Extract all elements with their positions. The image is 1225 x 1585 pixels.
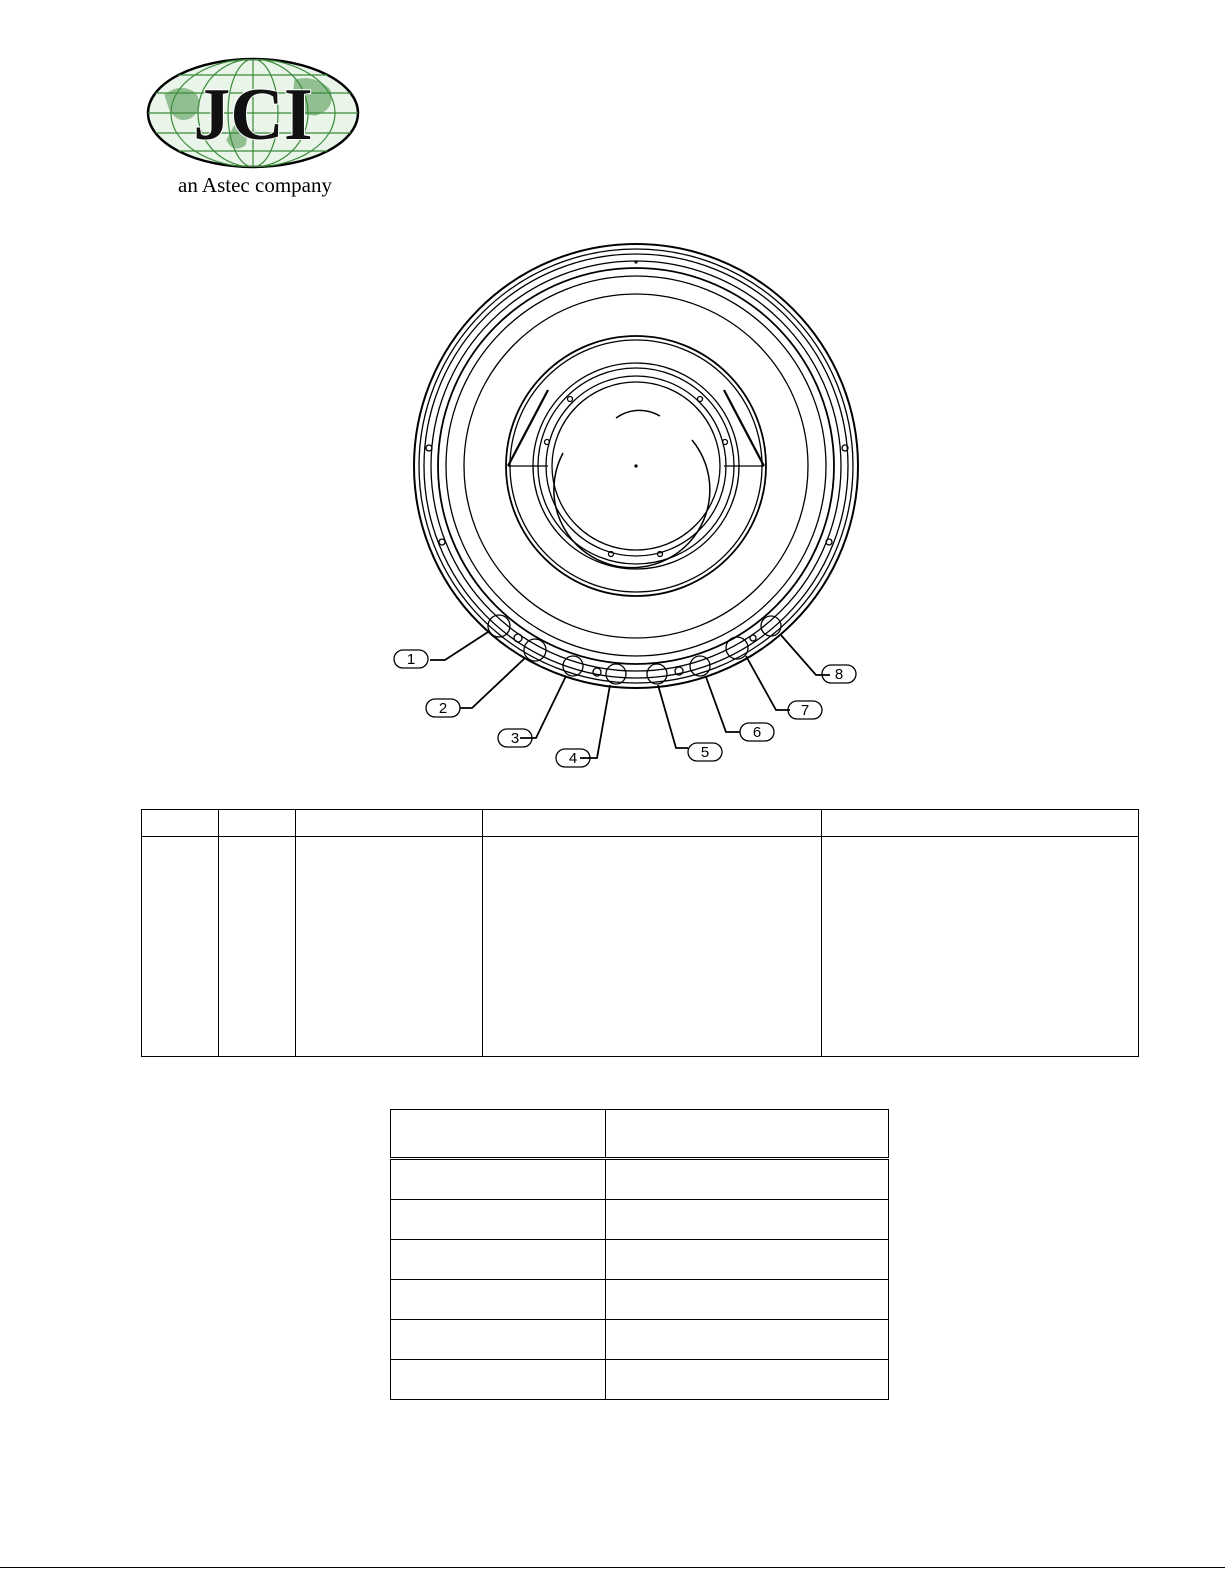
parts-table-header bbox=[142, 810, 1139, 837]
header-cell bbox=[296, 810, 483, 837]
table-cell bbox=[606, 1159, 889, 1200]
callout-7 bbox=[788, 701, 822, 719]
svg-text:8: 8 bbox=[834, 666, 844, 683]
table-cell bbox=[391, 1280, 606, 1320]
globe-icon bbox=[145, 55, 365, 170]
table-row bbox=[391, 1159, 889, 1200]
table-row bbox=[391, 1280, 889, 1320]
header-cell bbox=[219, 810, 296, 837]
svg-text:2: 2 bbox=[438, 700, 448, 717]
table-cell bbox=[606, 1320, 889, 1360]
table-cell bbox=[606, 1360, 889, 1400]
table-cell bbox=[142, 837, 219, 1057]
table-cell bbox=[391, 1320, 606, 1360]
table-cell bbox=[606, 1240, 889, 1280]
svg-text:6: 6 bbox=[752, 724, 762, 741]
table-row bbox=[142, 837, 1139, 1057]
technical-drawing bbox=[370, 240, 890, 780]
svg-text:7: 7 bbox=[800, 702, 810, 719]
svg-text:5: 5 bbox=[700, 744, 710, 761]
table-cell bbox=[606, 1200, 889, 1240]
jci-logo bbox=[145, 55, 365, 205]
header-cell bbox=[606, 1110, 889, 1159]
callout-2 bbox=[426, 699, 460, 717]
logo-brand: JCI bbox=[193, 74, 313, 156]
callout-5 bbox=[688, 743, 722, 761]
header-cell bbox=[822, 810, 1139, 837]
table-row bbox=[391, 1240, 889, 1280]
table-cell bbox=[391, 1159, 606, 1200]
reference-table-header bbox=[391, 1110, 889, 1159]
bolt-holes bbox=[426, 261, 848, 545]
table-row bbox=[391, 1320, 889, 1360]
table-row bbox=[391, 1360, 889, 1400]
table-cell bbox=[391, 1200, 606, 1240]
header-cell bbox=[142, 810, 219, 837]
svg-text:3: 3 bbox=[510, 730, 520, 747]
callout-1 bbox=[394, 650, 428, 668]
svg-text:1: 1 bbox=[406, 651, 416, 668]
callout-6 bbox=[740, 723, 774, 741]
table-cell bbox=[483, 837, 822, 1057]
footer-divider bbox=[0, 1567, 1225, 1568]
logo-tagline: an Astec company bbox=[178, 173, 332, 197]
parts-table bbox=[141, 809, 1139, 1057]
reference-table bbox=[390, 1109, 889, 1400]
inner-cone bbox=[506, 336, 766, 596]
table-cell bbox=[822, 837, 1139, 1057]
table-cell bbox=[296, 837, 483, 1057]
table-cell bbox=[391, 1240, 606, 1280]
header-cell bbox=[391, 1110, 606, 1159]
table-row bbox=[391, 1200, 889, 1240]
table-cell bbox=[219, 837, 296, 1057]
header-cell bbox=[483, 810, 822, 837]
table-cell bbox=[391, 1360, 606, 1400]
callout-8 bbox=[822, 665, 856, 683]
table-cell bbox=[606, 1280, 889, 1320]
svg-text:4: 4 bbox=[568, 750, 578, 767]
